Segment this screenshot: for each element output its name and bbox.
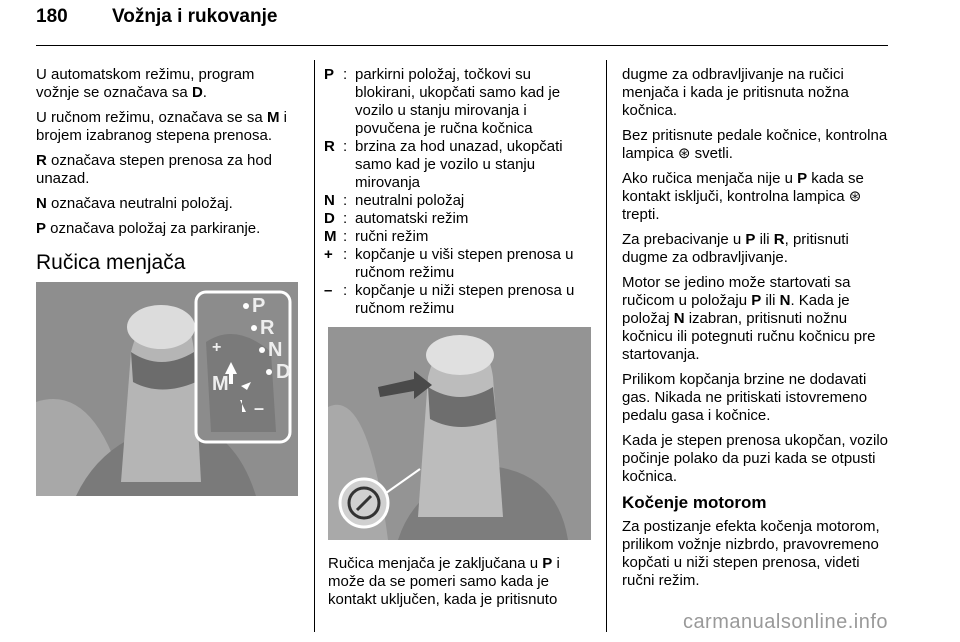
paragraph: dugme za odbravljivanje na ručici menjača i kada je pritisnuta nožna kočnica. xyxy=(622,66,849,119)
legend-text: parkirni položaj, točkovi su blokirani, ukopčati samo kad je vozilo u stanju mirovanja i povučena je ručna kočnica xyxy=(355,66,561,137)
legend-colon: : xyxy=(343,192,348,209)
column-1 xyxy=(36,66,300,272)
paragraph: Za prebacivanje u P ili R, pritisnuti dugme za odbravljivanje. xyxy=(622,231,849,266)
legend-row xyxy=(324,210,592,228)
gear-selector-illustration xyxy=(36,282,298,496)
legend-text: brzina za hod unazad, ukopčati samo kad je vozilo u stanju mirovanja xyxy=(355,138,563,191)
section-heading: Kočenje motorom xyxy=(622,493,767,512)
locked-lever-illustration xyxy=(328,327,591,540)
legend-row xyxy=(324,138,592,192)
paragraph: Prilikom kopčanja brzine ne dodavati gas. Nikada ne pritiskati istovremeno pedalu gasa i kočnice. xyxy=(622,371,868,424)
legend-key: N xyxy=(324,192,335,209)
legend-text: kopčanje u viši stepen prenosa u ručnom režimu xyxy=(355,246,574,281)
column-separator xyxy=(314,60,315,632)
legend-row xyxy=(324,66,592,138)
section-heading: Ručica menjača xyxy=(36,251,186,274)
legend-colon: : xyxy=(343,66,348,83)
legend-text: ručni režim xyxy=(355,228,429,245)
watermark: carmanualsonline.info xyxy=(682,611,888,633)
legend-key: + xyxy=(324,246,333,263)
legend-key: P xyxy=(324,66,335,83)
paragraph: Bez pritisnute pedale kočnice, kontrolna lampica ⊛ svetli. xyxy=(622,127,888,162)
gear-selector-figure xyxy=(36,282,298,496)
legend-text: automatski režim xyxy=(355,210,469,227)
paragraph: U ručnom režimu, označava se sa M i brojem izabranog stepena prenosa. xyxy=(36,109,287,144)
legend-text: neutralni položaj xyxy=(355,192,465,209)
paragraph: Kada je stepen prenosa ukopčan, vozilo počinje polako da puzi kada se otpusti kočnica. xyxy=(622,432,889,485)
gear-label-p: P xyxy=(252,295,266,317)
legend-colon: : xyxy=(343,228,348,245)
legend-key: R xyxy=(324,138,335,155)
legend-key: – xyxy=(324,282,333,299)
legend-row xyxy=(324,246,592,282)
brake-warning-icon: ⊛ xyxy=(677,145,691,162)
paragraph: Za postizanje efekta kočenja motorom, prilikom vožnje nizbrdo, pravovremeno kopčati u niži stepen prenosa, videti ručni režim. xyxy=(622,518,880,589)
gear-label-m: M xyxy=(212,373,229,395)
column-3 xyxy=(622,66,888,597)
paragraph: N označava neutralni položaj. xyxy=(36,195,233,212)
brake-warning-icon: ⊛ xyxy=(848,188,862,205)
figure-caption: Ručica menjača je zaključana u P i može da se pomeri samo kada je kontakt uključen, kada je pritisnuto xyxy=(328,555,560,608)
page-number: 180 xyxy=(36,6,68,27)
gear-label-minus: – xyxy=(254,398,265,418)
legend-key: D xyxy=(324,210,335,227)
legend-row xyxy=(324,192,592,210)
legend-row xyxy=(324,282,592,318)
legend-row xyxy=(324,228,592,246)
legend-key: M xyxy=(324,228,337,245)
paragraph: Ako ručica menjača nije u P kada se kontakt isključi, kontrolna lampica ⊛ trepti. xyxy=(622,170,864,223)
legend-colon: : xyxy=(343,210,348,227)
page-header xyxy=(36,6,277,28)
legend-colon: : xyxy=(343,282,348,299)
page-title: Vožnja i rukovanje xyxy=(112,6,278,27)
locked-lever-figure xyxy=(328,327,591,540)
paragraph: P označava položaj za parkiranje. xyxy=(36,220,261,237)
gear-label-n: N xyxy=(268,339,283,361)
column-separator xyxy=(606,60,607,632)
header-rule xyxy=(36,45,888,46)
paragraph: U automatskom režimu, program vožnje se označava sa D. xyxy=(36,66,255,101)
gear-label-d: D xyxy=(276,361,291,383)
gear-legend xyxy=(324,66,592,318)
legend-text: kopčanje u niži stepen prenosa u ručnom režimu xyxy=(355,282,575,317)
gear-label-r: R xyxy=(260,317,275,339)
legend-colon: : xyxy=(343,246,348,263)
legend-colon: : xyxy=(343,138,348,155)
gear-label-plus: + xyxy=(212,339,222,356)
paragraph: Motor se jedino može startovati sa ručicom u položaju P ili N. Kada je položaj N izabran, pritisnuti nožnu kočnicu ili potegnuti ručnu kočnicu pre startovanja. xyxy=(622,274,876,363)
paragraph: R označava stepen prenosa za hod unazad. xyxy=(36,152,273,187)
